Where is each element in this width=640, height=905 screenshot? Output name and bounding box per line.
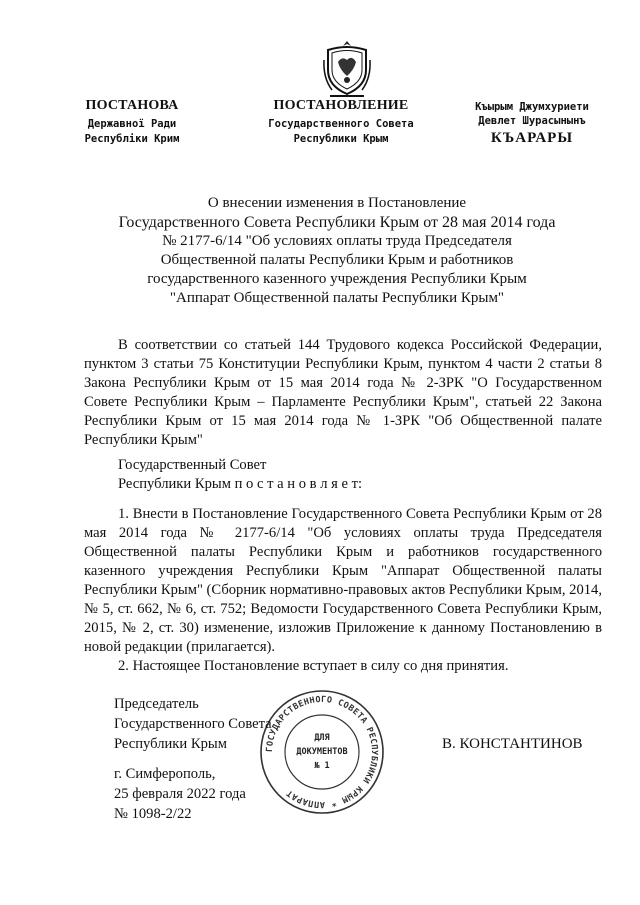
footer-number: № 1098-2/22: [114, 806, 192, 822]
stamp-line3: № 1: [314, 761, 330, 771]
document-subject: [90, 194, 584, 308]
subject-line: государственного казенного учреждения Республики Крым: [147, 271, 527, 287]
stamp-ring-text: ГОСУДАРСТВЕННОГО СОВЕТА РЕСПУБЛИКИ КРЫМ * АППАРАТ: [264, 694, 380, 810]
position-line: Республики Крым: [114, 736, 227, 752]
subject-line: Общественной палаты Республики Крым и работников: [160, 252, 514, 268]
signatory-position: [114, 694, 272, 754]
header-center-title: ПОСТАНОВЛЕНИЕ: [273, 98, 409, 113]
footer-date: 25 февраля 2022 года: [114, 786, 246, 802]
resolving-clause: [118, 456, 602, 494]
header-center-block: [258, 98, 424, 147]
header-left-line1: Державної Ради: [87, 118, 177, 130]
header-right-line1: Къырым Джумхуриети: [475, 101, 589, 113]
header-center-line1: Государственного Совета: [268, 118, 414, 130]
subject-line: О внесении изменения в Постановление: [207, 195, 467, 211]
preamble-paragraph: [84, 336, 602, 450]
resolving-line: Государственный Совет: [118, 457, 267, 473]
stamp-line1: ДЛЯ: [314, 733, 330, 743]
official-stamp: [258, 688, 386, 816]
subject-line: Государственного Совета Республики Крым от 28 мая 2014 года: [118, 214, 556, 231]
stamp-line2: ДОКУМЕНТОВ: [296, 747, 348, 757]
header-right-line2: Девлет Шурасынынъ: [478, 115, 586, 127]
subject-line: "Аппарат Общественной палаты Республики Крым": [169, 290, 505, 306]
header-center-line2: Республики Крым: [293, 133, 389, 145]
header-left-title: ПОСТАНОВА: [85, 98, 179, 113]
resolution-item-2: 2. Настоящее Постановление вступает в силу со дня принятия.: [118, 658, 509, 674]
header-left-block: [78, 98, 186, 147]
resolving-line: Республики Крым п о с т а н о в л я е т:: [118, 476, 363, 492]
preamble-text: В соответствии со статьей 144 Трудового кодекса Российской Федерации, пунктом 3 статьи 75 Конституции Республики Крым, пунктом 4 части 2 статьи 8 Закона Республики Крым от 15 мая 2014 года № 2-ЗРК "О Государственном Совете Республики Крым – Парламенте Республики Крым", статьей 22 Закона Республики Крым от 15 мая 2014 года № 1-ЗРК "Об Общественной палате Республики Крым": [84, 337, 602, 448]
coat-of-arms-emblem: [322, 40, 372, 98]
header-right-title: КЪАРАРЫ: [490, 130, 574, 146]
header-right-block: [462, 100, 602, 147]
signatory-name: В. КОНСТАНТИНОВ: [442, 736, 583, 752]
position-line: Государственного Совета: [114, 716, 272, 732]
subject-line: № 2177-6/14 "Об условиях оплаты труда Председателя: [162, 233, 512, 249]
position-line: Председатель: [114, 696, 199, 712]
resolution-items: [84, 505, 602, 676]
header-left-line2: Республіки Крим: [84, 133, 180, 145]
footer-place: г. Симферополь,: [114, 766, 216, 782]
resolution-item-1: 1. Внести в Постановление Государственного Совета Республики Крым от 28 мая 2014 года № 2177-6/14 "Об условиях оплаты труда Председателя Общественной палаты Республики Крым и работников государственного казенного учреждения Республики Крым "Аппарат Общественной палаты Республики Крым" (Сборник нормативно-правовых актов Республики Крым, 2014, № 5, ст. 662, № 6, ст. 752; Ведомости Государственного Совета Республики Крым, 2015, № 2, ст. 30) изменение, изложив Приложение к данному Постановлению в новой редакции (прилагается).: [84, 506, 602, 655]
document-footer: [114, 764, 246, 824]
